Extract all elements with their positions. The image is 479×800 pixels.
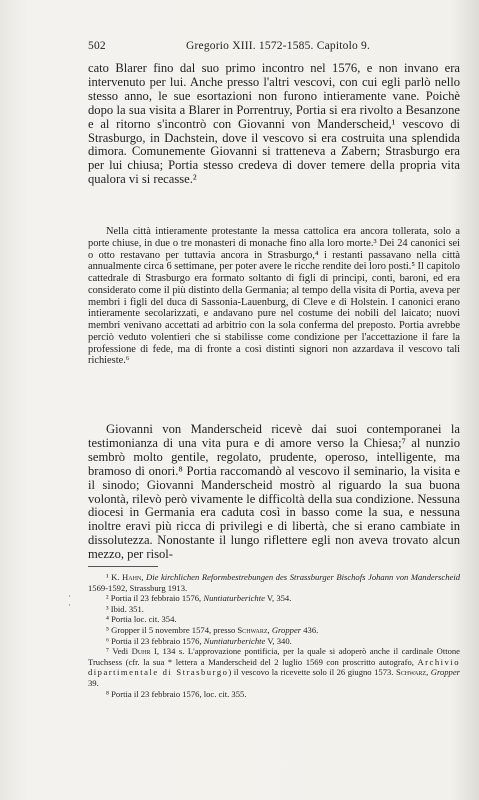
footnote-title: Nuntiaturberichte [203,593,265,604]
footnote-author: Hahn [122,572,142,582]
footnote-text: , [426,667,431,678]
footnote-text: 39. [88,677,99,688]
paragraph-1 [88,62,460,187]
footnote-8: ⁸ Portia il 23 febbraio 1576, loc. cit. 355. [106,688,247,699]
footnote-text: ⁷ Vedi [106,646,132,657]
paragraph-3 [88,423,460,562]
paragraph-3-text: Giovanni von Manderscheid ricevè dai suoi contemporanei la testimonianza di una vita pura e di amore verso la Chiesa;⁷ al nunzio sembrò molto gentile, regolato, prudente, operoso, intelligente, ma bramoso di onori.⁸ Portia raccomandò al vescovo il seminario, la visita e il sinodo; Giovanni Manderscheid mostrò al riguardo la sua buona volontà, rilevò però vivamente le difficoltà della sua condizione. Nessuna diocesi in Germania era caduta così in basso come la sua, e nessuna inoltre eravi più ricca di privilegi e di libertà, che si erano cambiate in dissolutezza. Nonostante il lungo riflettere egli non aveva trovato alcun mezzo, per risol- [88,422,460,562]
footnote-1 [88,572,460,593]
footnote-7 [88,646,460,688]
footnote-text: V, 354. [264,593,292,604]
running-title: Gregorio XIII. 1572-1585. Capitolo 9. [186,40,371,52]
footnote-5 [88,625,460,636]
footnote-6 [88,636,460,647]
margin-mark: · [68,591,71,601]
footnote-3: ³ Ibid. 351. [106,603,144,614]
footnote-text: V, 340. [265,635,292,646]
footnote-2 [88,593,460,604]
footnote-author: Schwarz [237,624,268,635]
footnote-text: I, 134 s. L'approvazione pontificia, per la quale si adoperò anche il cardinale Ottone Truchsess (cfr. la sua * lettera a Manderscheid del 2 luglio 1569 con proscritto autografo, [88,646,460,667]
footnote-separator [88,566,158,567]
page-header [88,40,460,56]
footnote-text: ¹ K. [106,572,123,582]
footnote-author: Schwarz [395,667,427,678]
footnote-text: , [141,572,146,582]
paragraph-2-text: Nella città intieramente protestante la messa cattolica era ancora tollerata, solo a porte chiuse, in due o tre monasteri di monache fino alla loro morte.³ Dei 24 canonici sei o otto restavano per tuttavia ancora in Strasburgo,⁴ i restanti passavano nella città annualmente circa 6 settimane, per poter avere le ricche rendite dei loro posti.⁵ Il capitolo cattedrale di Strasburgo era formato soltanto di figli di principi, conti, baroni, ed era considerato come il più distinto della Germania; al tempo della visita di Portia, aveva per membri i figli del duca di Sassonia-Lauenburg, di Cleve e di Holstein. I canonici erano intieramente secolarizzati, e andavano pure nel costume dei nobili del laicato; nuovi membri venivano accettati ad arbitrio con la sola conferma del preposto. Portia avrebbe perciò veduto volentieri che si stabilisse come condizione per l'accettazione il fare la professione di fede, ma di fronte a così distinti signori non azzardava il vescovo tali richieste.⁶ [88,226,460,367]
paragraph-2 [88,226,460,367]
footnote-title: Gropper [271,624,302,635]
footnote-text: ² Portia il 23 febbraio 1576, [106,593,204,604]
footnote-text: ⁵ Gropper il 5 novembre 1574, presso [106,624,238,635]
footnote-title: Die kirchlichen Reformbestrebungen des Strassburger Bischofs Johann von Manderscheid [145,572,461,582]
footnote-archive: Archivio dipartimentale di Strasburgo [88,656,460,678]
paragraph-1-text: cato Blarer fino dal suo primo incontro nel 1576, e non invano era intervenuto per lui. Anche presso l'altri vescovi, con cui egli parlò nello stesso anno, le sue esortazioni non furono intieramente vane. Poichè dopo la sua visita a Blarer in Porrentruy, Portia si era rivolto a Besanzone e al ritorno s'incontrò con Giovanni von Manderscheid,¹ vescovo di Strasburgo, in Dachstein, dove il vescovo si era costruita una splendida dimora. Comunemente Giovanni si tratteneva a Zabern; Strasburgo era per lui chiusa; Portia stesso credeva di dover temere della propria vita qualora vi si recasse.² [88,61,460,187]
footnotes [88,572,460,699]
page-number: 502 [88,40,106,52]
footnote-text: ) il vescovo la ricevette solo il 26 giugno 1573. [228,667,396,678]
footnote-author: Duhr [131,646,151,657]
footnote-title: Gropper [430,667,461,678]
footnote-text: ⁶ Portia il 23 febbraio 1576, [106,635,204,646]
footnote-4: ⁴ Portia loc. cit. 354. [106,614,177,625]
margin-mark: · [68,600,71,610]
footnote-text: , [267,624,272,635]
footnote-text: 1569-1592, Strassburg 1913. [88,582,188,593]
footnote-title: Nuntiaturberichte [203,635,266,646]
footnote-text: 436. [301,624,319,635]
